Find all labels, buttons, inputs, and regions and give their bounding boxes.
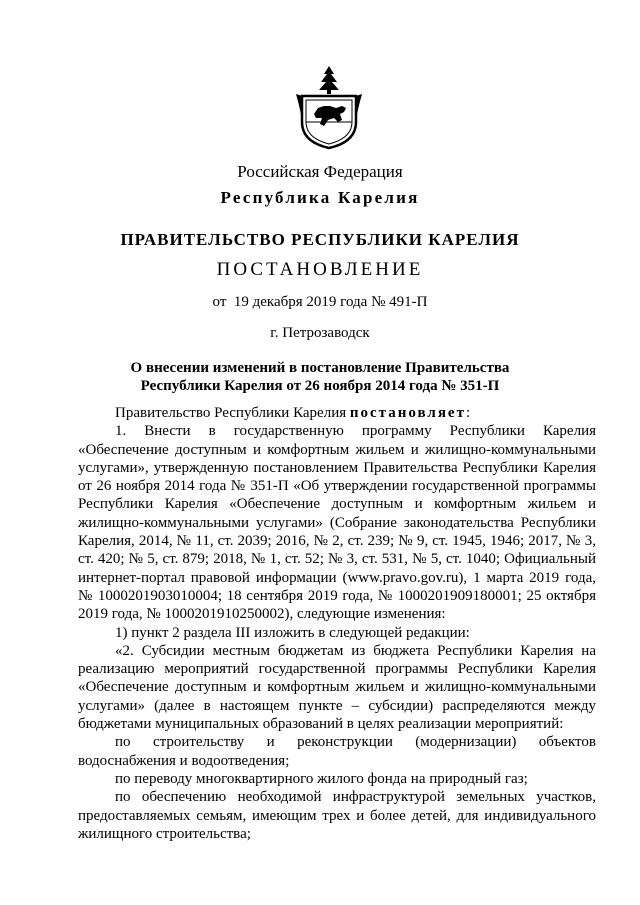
document-body	[78, 404, 596, 843]
decree-title-line: Республики Карелия от 26 ноября 2014 года № 351-П	[140, 378, 500, 394]
intro-colon: :	[465, 405, 471, 421]
city-name: г. Петрозаводск	[270, 325, 370, 341]
intro-verb: постановляет	[349, 405, 466, 421]
decree-title	[0, 359, 640, 395]
country-name: Российская Федерация	[237, 162, 403, 181]
body-paragraph: 1) пункт 2 раздела III изложить в следующей редакции:	[115, 624, 470, 641]
decree-date-number: от 19 декабря 2019 года № 491-П	[212, 294, 428, 310]
karelia-coat-of-arms-icon	[296, 64, 362, 150]
body-paragraph: по обеспечению необходимой инфраструктурой земельных участков, предоставляемых семьям, имеющим трех и более детей, для индивидуального жилищного строительства;	[78, 789, 596, 842]
document-type: ПОСТАНОВЛЕНИЕ	[216, 259, 424, 280]
intro-text: Правительство Республики Карелия	[115, 405, 350, 421]
republic-name: Республика Карелия	[220, 188, 420, 207]
body-paragraph: по переводу многоквартирного жилого фонда на природный газ;	[115, 770, 528, 787]
body-paragraph: «2. Субсидии местным бюджетам из бюджета Республики Карелия на реализацию мероприятий государственной программы Республики Карелия «Обеспечение доступным и комфортным жильем и жилищно-коммунальными услугами» (далее в настоящем пункте – субсидии) распределяются между бюджетами муниципальных образований в целях реализации мероприятий:	[78, 642, 596, 733]
intro-paragraph	[78, 404, 596, 422]
government-name: ПРАВИТЕЛЬСТВО РЕСПУБЛИКИ КАРЕЛИЯ	[120, 230, 520, 249]
body-paragraph: по строительству и реконструкции (модернизации) объектов водоснабжения и водоотведения;	[78, 734, 596, 769]
body-paragraph: 1. Внести в государственную программу Республики Карелия «Обеспечение доступным и комфортным жильем и жилищно-коммунальными услугами», утвержденную постановлением Правительства Республики Карелия от 26 ноября 2014 года № 351-П «Об утверждении государственной программы Республики Карелия «Обеспечение доступным и комфортным жильем и жилищно-коммунальными услугами» (Собрание законодательства Республики Карелия, 2014, № 11, ст. 2039; 2016, № 2, ст. 239; № 9, ст. 1945, 1946; 2017, № 3, ст. 420; № 5, ст. 879; 2018, № 1, ст. 52; № 3, ст. 531, № 5, ст. 1040; Официальный интернет-портал правовой информации (www.pravo.gov.ru), 1 марта 2019 года, № 1000201903010004; 18 сентября 2019 года, № 1000201909180001; 25 октября 2019 года, № 1000201910250002), следующие изменения:	[78, 423, 596, 623]
decree-title-line: О внесении изменений в постановление Правительства	[130, 360, 510, 376]
